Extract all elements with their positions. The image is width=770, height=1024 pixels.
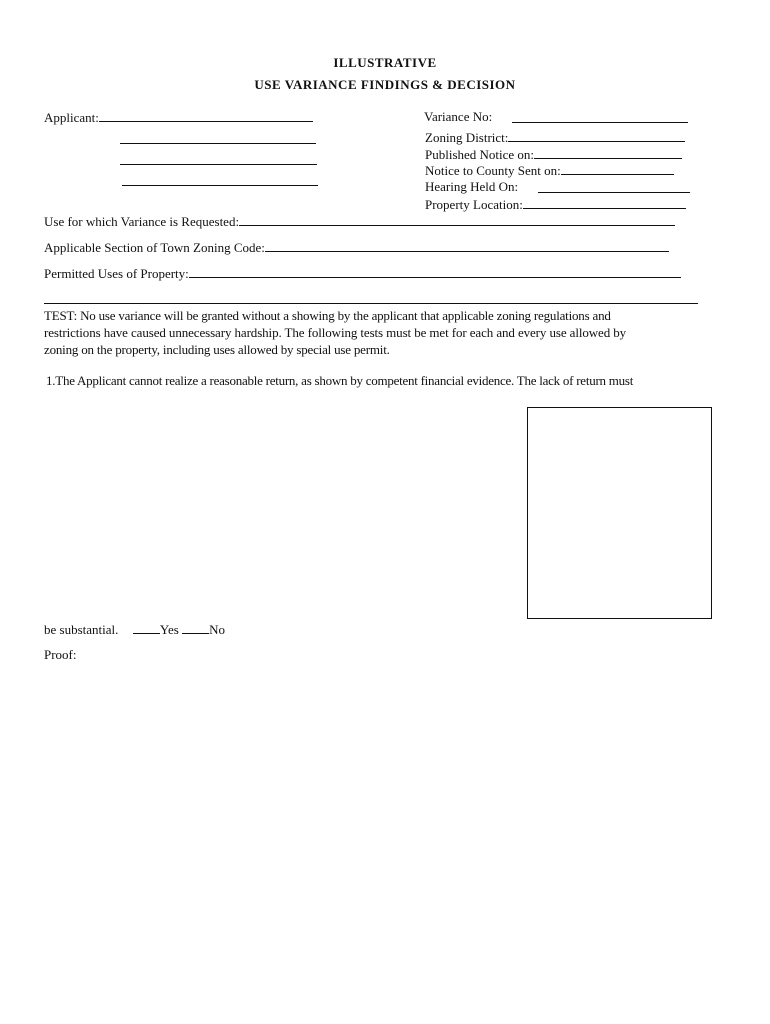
applicant-field bbox=[44, 109, 313, 126]
applicant-line[interactable] bbox=[99, 109, 313, 122]
permitted-uses-line[interactable] bbox=[189, 265, 681, 278]
property-location-field bbox=[425, 196, 686, 213]
variance-no-line[interactable] bbox=[512, 122, 688, 123]
permitted-uses-field bbox=[44, 265, 681, 282]
item1-text: 1.The Applicant cannot realize a reasonable return, as shown by competent financial evidence. The lack of return must bbox=[46, 373, 634, 388]
applicable-section-field bbox=[44, 239, 669, 256]
property-location-label: Property Location: bbox=[425, 197, 523, 212]
published-notice-field bbox=[425, 146, 682, 163]
no-line[interactable] bbox=[182, 621, 209, 634]
test-line-1: TEST: No use variance will be granted without a showing by the applicant that applicable zoning regulations and bbox=[44, 308, 611, 323]
zoning-district-line[interactable] bbox=[508, 129, 685, 142]
notice-county-field bbox=[425, 162, 674, 179]
divider-line bbox=[44, 303, 698, 304]
applicant-line-3[interactable] bbox=[120, 164, 317, 165]
variance-no-label: Variance No: bbox=[424, 109, 493, 124]
zoning-district-field bbox=[425, 129, 685, 146]
notice-county-label: Notice to County Sent on: bbox=[425, 163, 561, 178]
published-notice-label: Published Notice on: bbox=[425, 147, 535, 162]
applicant-label: Applicant: bbox=[44, 110, 99, 125]
variance-no-field bbox=[424, 109, 492, 125]
published-notice-line[interactable] bbox=[534, 146, 682, 159]
zoning-district-label: Zoning District: bbox=[425, 130, 509, 145]
property-location-line[interactable] bbox=[523, 196, 686, 209]
test-line-3: zoning on the property, including uses allowed by special use permit. bbox=[44, 342, 390, 357]
document-subtitle: USE VARIANCE FINDINGS & DECISION bbox=[254, 77, 516, 92]
yes-label: Yes bbox=[159, 622, 179, 637]
hearing-held-line[interactable] bbox=[538, 192, 690, 193]
use-requested-label: Use for which Variance is Requested: bbox=[44, 214, 240, 229]
applicable-section-label: Applicable Section of Town Zoning Code: bbox=[44, 240, 265, 255]
hearing-held-field bbox=[425, 179, 518, 195]
proof-label: Proof: bbox=[44, 647, 77, 662]
applicant-line-4[interactable] bbox=[122, 185, 318, 186]
applicable-section-line[interactable] bbox=[265, 239, 669, 252]
hearing-held-label: Hearing Held On: bbox=[425, 179, 519, 194]
applicant-line-2[interactable] bbox=[120, 143, 316, 144]
item1-continuation-row bbox=[44, 621, 225, 638]
permitted-uses-label: Permitted Uses of Property: bbox=[44, 266, 189, 281]
test-line-2: restrictions have caused unnecessary hardship. The following tests must be met for each and every use allowed by bbox=[44, 325, 627, 340]
use-requested-line[interactable] bbox=[239, 213, 675, 226]
use-requested-field bbox=[44, 213, 675, 230]
yes-line[interactable] bbox=[133, 621, 160, 634]
no-label: No bbox=[209, 622, 225, 637]
document-title: ILLUSTRATIVE bbox=[333, 55, 437, 70]
blank-box bbox=[527, 407, 712, 619]
item1-continuation: be substantial. bbox=[44, 622, 119, 637]
notice-county-line[interactable] bbox=[561, 162, 674, 175]
